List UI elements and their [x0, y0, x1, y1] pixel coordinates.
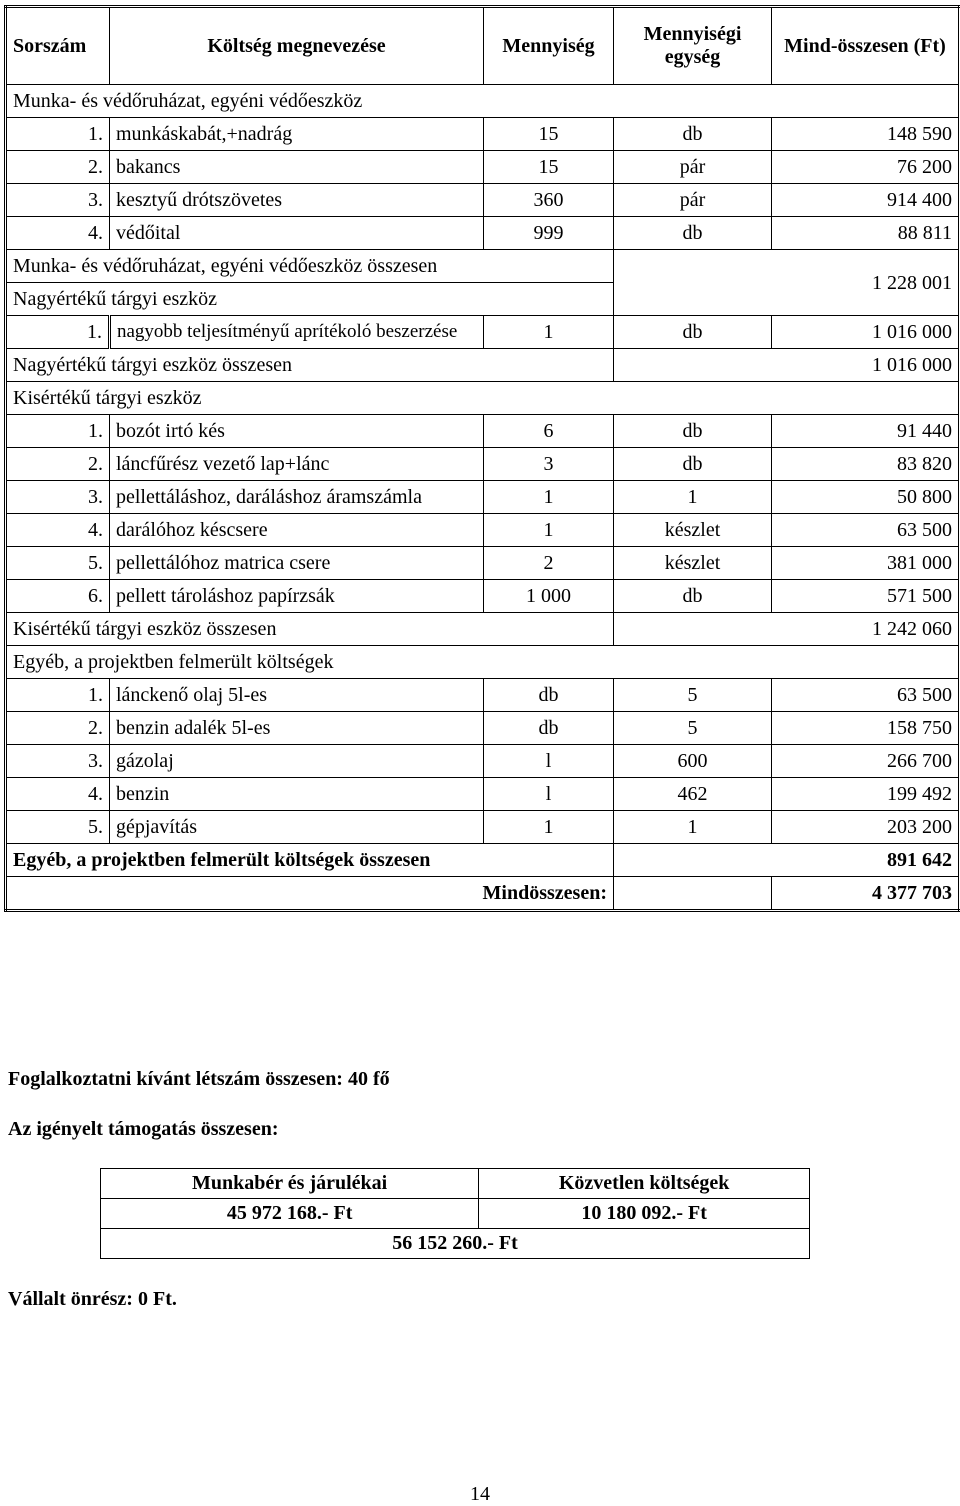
section-title: Munka- és védőruházat, egyéni védőeszköz [6, 85, 960, 118]
table-row [6, 778, 960, 811]
header-qty: Mennyiség [484, 7, 614, 85]
cell-name: láncfűrész vezető lap+lánc [110, 448, 484, 481]
section-title-row [6, 382, 960, 415]
cell-qty: 3 [484, 448, 614, 481]
header-no: Sorszám [6, 7, 110, 85]
cell-total: 148 590 [772, 118, 960, 151]
table-row [6, 811, 960, 844]
cell-name: gázolaj [110, 745, 484, 778]
cell-unit: 462 [614, 778, 772, 811]
cell-total: 203 200 [772, 811, 960, 844]
cell-no: 4. [6, 217, 110, 250]
cell-unit: 5 [614, 712, 772, 745]
cell-unit: készlet [614, 514, 772, 547]
cell-no: 3. [6, 481, 110, 514]
section-title: Kisértékű tárgyi eszköz [6, 382, 960, 415]
cell-no: 2. [6, 712, 110, 745]
cell-total: 83 820 [772, 448, 960, 481]
table-row [6, 712, 960, 745]
grand-total-label: Mindösszesen: [6, 877, 614, 911]
cell-name: munkáskabát,+nadrág [110, 118, 484, 151]
table-row [6, 118, 960, 151]
cell-no: 1. [6, 316, 110, 349]
table-row [6, 217, 960, 250]
cell-unit: pár [614, 184, 772, 217]
cell-no: 6. [6, 580, 110, 613]
cell-name: pellettálóhoz matrica csere [110, 547, 484, 580]
cell-qty: l [484, 745, 614, 778]
table-row [6, 448, 960, 481]
support-table [100, 1168, 810, 1259]
cell-qty: 6 [484, 415, 614, 448]
table-row [6, 415, 960, 448]
cell-total: 158 750 [772, 712, 960, 745]
cell-qty: db [484, 679, 614, 712]
cell-name: gépjavítás [110, 811, 484, 844]
cell-no: 3. [6, 745, 110, 778]
section-sum-label: Munka- és védőruházat, egyéni védőeszköz összesen [6, 250, 614, 283]
cell-qty: 1 000 [484, 580, 614, 613]
grand-total-empty [614, 877, 772, 911]
cell-name: pellett tároláshoz papírzsák [110, 580, 484, 613]
cell-qty: db [484, 712, 614, 745]
cell-qty: 2 [484, 547, 614, 580]
cell-no: 3. [6, 184, 110, 217]
table-row [6, 547, 960, 580]
cell-unit: 600 [614, 745, 772, 778]
header-name: Költség megnevezése [110, 7, 484, 85]
header-row [6, 7, 960, 85]
section-title: Egyéb, a projektben felmerült költségek [6, 646, 960, 679]
cell-qty: 15 [484, 151, 614, 184]
cell-total: 63 500 [772, 514, 960, 547]
section-title-row [6, 85, 960, 118]
cell-name: bozót irtó kés [110, 415, 484, 448]
cell-total: 571 500 [772, 580, 960, 613]
cell-total: 381 000 [772, 547, 960, 580]
cell-total: 199 492 [772, 778, 960, 811]
cell-qty: 999 [484, 217, 614, 250]
cell-name: védőital [110, 217, 484, 250]
cell-name: benzin [110, 778, 484, 811]
cell-no: 1. [6, 679, 110, 712]
section-sum-row [6, 349, 960, 382]
cost-table [4, 5, 960, 912]
cell-name: kesztyű drótszövetes [110, 184, 484, 217]
table-row [6, 184, 960, 217]
cell-name: pellettáláshoz, daráláshoz áramszámla [110, 481, 484, 514]
cell-unit: db [614, 316, 772, 349]
cell-unit: pár [614, 151, 772, 184]
cell-no: 4. [6, 514, 110, 547]
support-heading: Az igényelt támogatás összesen: [8, 1118, 279, 1140]
cell-unit: db [614, 580, 772, 613]
table-row [6, 151, 960, 184]
cell-unit: 5 [614, 679, 772, 712]
table-row [6, 679, 960, 712]
table-row [6, 580, 960, 613]
cell-total: 1 016 000 [772, 316, 960, 349]
cell-unit: db [614, 118, 772, 151]
cell-no: 4. [6, 778, 110, 811]
cell-unit: 1 [614, 811, 772, 844]
section-sum-label: Nagyértékű tárgyi eszköz összesen [6, 349, 614, 382]
cell-name: darálóhoz késcsere [110, 514, 484, 547]
cell-unit: készlet [614, 547, 772, 580]
cell-total: 914 400 [772, 184, 960, 217]
cell-total: 91 440 [772, 415, 960, 448]
header-total: Mind-összesen (Ft) [772, 7, 960, 85]
cell-no: 5. [6, 547, 110, 580]
cell-qty: 1 [484, 811, 614, 844]
cell-total: 50 800 [772, 481, 960, 514]
section-title: Nagyértékű tárgyi eszköz [6, 283, 614, 316]
cell-total: 266 700 [772, 745, 960, 778]
support-col2-label: Közvetlen költségek [479, 1169, 810, 1199]
cell-unit: db [614, 448, 772, 481]
cell-qty: l [484, 778, 614, 811]
section-title-row [6, 646, 960, 679]
cell-total: 88 811 [772, 217, 960, 250]
section-sum-value: 1 242 060 [614, 613, 960, 646]
support-total-value: 56 152 260.- Ft [101, 1229, 810, 1259]
support-total-row [101, 1229, 810, 1259]
section-sum-label: Egyéb, a projektben felmerült költségek összesen [6, 844, 614, 877]
cell-unit: 1 [614, 481, 772, 514]
support-header-row [101, 1169, 810, 1199]
support-col1-label: Munkabér és járulékai [101, 1169, 479, 1199]
section-sum-label: Kisértékű tárgyi eszköz összesen [6, 613, 614, 646]
section-sum-row [6, 250, 960, 283]
cell-name: bakancs [110, 151, 484, 184]
section-sum-value: 1 228 001 [614, 250, 960, 316]
section-sum-row [6, 844, 960, 877]
table-row [6, 316, 960, 349]
table-row [6, 514, 960, 547]
cell-name: lánckenő olaj 5l-es [110, 679, 484, 712]
support-col1-value: 45 972 168.- Ft [101, 1199, 479, 1229]
cell-no: 2. [6, 151, 110, 184]
table-row [6, 481, 960, 514]
cell-unit: db [614, 415, 772, 448]
section-sum-value: 891 642 [614, 844, 960, 877]
cell-no: 5. [6, 811, 110, 844]
cell-qty: 1 [484, 316, 614, 349]
cell-name: nagyobb teljesítményű aprítékoló beszerzése [110, 316, 484, 349]
support-values-row [101, 1199, 810, 1229]
section-sum-row [6, 613, 960, 646]
cell-unit: db [614, 217, 772, 250]
cell-qty: 1 [484, 514, 614, 547]
header-unit: Mennyiségi egység [614, 7, 772, 85]
page-number: 14 [470, 1483, 490, 1505]
cell-no: 1. [6, 118, 110, 151]
table-row [6, 745, 960, 778]
cell-no: 1. [6, 415, 110, 448]
staff-count-text: Foglalkoztatni kívánt létszám összesen: 40 fő [8, 1068, 390, 1090]
grand-total-row [6, 877, 960, 911]
section-sum-value: 1 016 000 [614, 349, 960, 382]
cell-name: benzin adalék 5l-es [110, 712, 484, 745]
cell-qty: 360 [484, 184, 614, 217]
cell-no: 2. [6, 448, 110, 481]
cell-total: 63 500 [772, 679, 960, 712]
cell-qty: 1 [484, 481, 614, 514]
support-col2-value: 10 180 092.- Ft [479, 1199, 810, 1229]
cell-total: 76 200 [772, 151, 960, 184]
grand-total-value: 4 377 703 [772, 877, 960, 911]
own-contribution-text: Vállalt önrész: 0 Ft. [8, 1288, 177, 1310]
cell-qty: 15 [484, 118, 614, 151]
